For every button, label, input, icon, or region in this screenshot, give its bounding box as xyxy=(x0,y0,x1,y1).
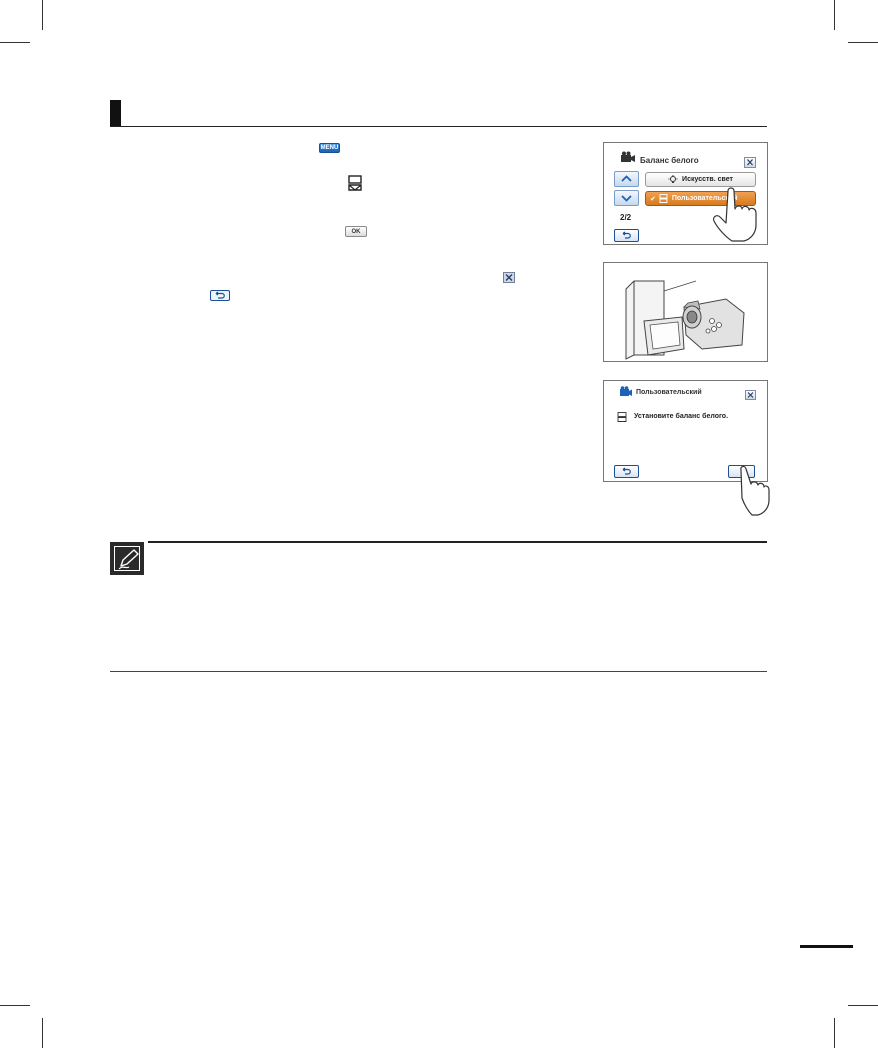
camera-mode-icon xyxy=(620,151,636,163)
screen-white-balance-menu xyxy=(603,142,768,245)
scroll-up-button[interactable] xyxy=(614,171,639,187)
screen-title: Баланс белого xyxy=(640,156,699,165)
prompt-message: Установите баланс белого. xyxy=(634,413,729,420)
close-icon xyxy=(503,272,515,283)
page-number-bar xyxy=(800,945,853,948)
crop-mark xyxy=(0,42,30,43)
crop-mark xyxy=(848,1005,878,1006)
check-icon: ✔ xyxy=(650,195,656,203)
back-button[interactable] xyxy=(614,465,639,478)
back-button[interactable] xyxy=(614,229,639,242)
illustration-camera-white-sheet xyxy=(603,262,768,362)
close-button[interactable] xyxy=(745,390,756,400)
crop-mark xyxy=(42,0,43,30)
section-rule xyxy=(110,126,767,127)
hand-pointer-icon xyxy=(708,185,764,243)
camera-mode-icon xyxy=(619,386,633,397)
menu-chip: MENU xyxy=(320,145,339,151)
option-label: Пользовательский xyxy=(671,195,738,202)
bottom-rule xyxy=(110,671,767,672)
note-rule xyxy=(148,541,767,543)
crop-mark xyxy=(848,42,878,43)
option-label: Искусств. свет xyxy=(682,176,733,183)
screen-title: Пользовательский xyxy=(636,389,702,396)
ok-chip: OK xyxy=(345,226,367,237)
hand-pointer-icon xyxy=(736,464,770,516)
note-icon xyxy=(110,542,144,575)
section-marker xyxy=(110,100,121,127)
bulb-icon xyxy=(668,175,678,184)
page-indicator: 2/2 xyxy=(620,213,632,222)
custom-wb-icon xyxy=(617,412,627,422)
crop-mark xyxy=(834,0,835,30)
scroll-down-button[interactable] xyxy=(614,190,639,206)
crop-mark xyxy=(0,1005,30,1006)
crop-mark xyxy=(834,1018,835,1048)
close-button[interactable] xyxy=(744,157,756,168)
custom-wb-icon xyxy=(659,194,668,203)
custom-wb-icon xyxy=(347,175,364,192)
back-icon xyxy=(210,290,230,301)
crop-mark xyxy=(42,1018,43,1048)
